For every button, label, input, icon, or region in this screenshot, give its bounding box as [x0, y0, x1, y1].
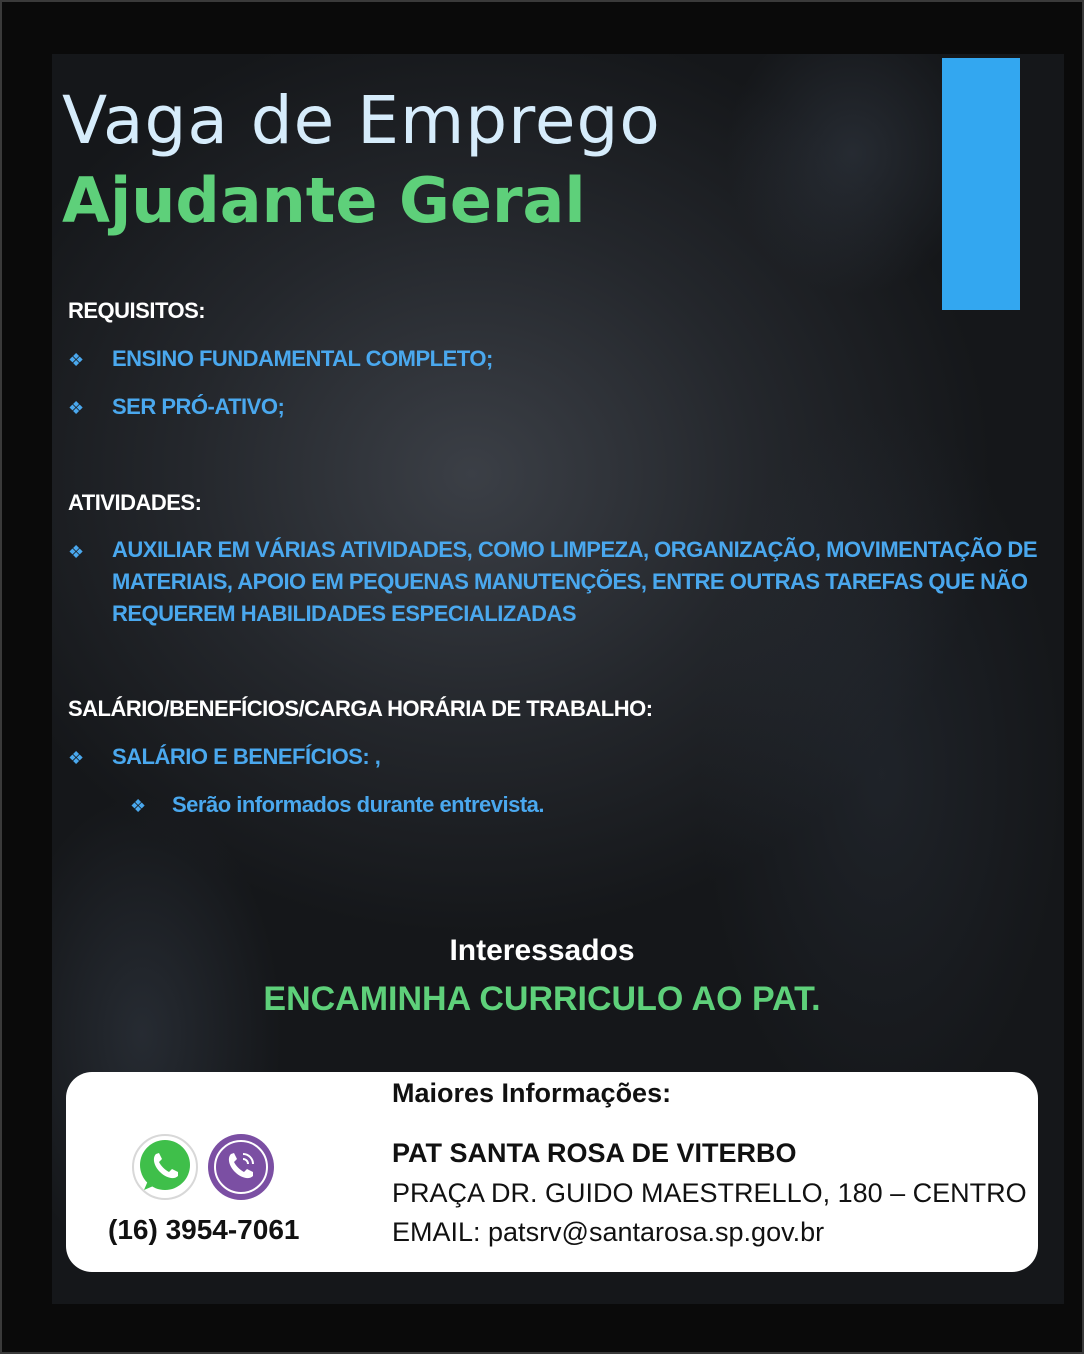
email: EMAIL: patsrv@santarosa.sp.gov.br: [392, 1217, 825, 1247]
atividade-item: AUXILIAR EM VÁRIAS ATIVIDADES, COMO LIMPEZA, ORGANIZAÇÃO, MOVIMENTAÇÃO DE MATERIAIS, APOIO EM PEQUENAS MANUTENÇÕES, ENTRE OUTRAS TAREFAS QUE NÃO REQUEREM HABILIDADES ESPECIALIZADAS: [112, 537, 1037, 626]
bullet-icon: ❖: [68, 542, 85, 562]
bullet-icon: ❖: [68, 398, 85, 418]
organization-name: PAT SANTA ROSA DE VITERBO: [392, 1138, 797, 1168]
address: PRAÇA DR. GUIDO MAESTRELLO, 180 – CENTRO: [392, 1178, 1027, 1208]
decorative-blue-bar: [942, 58, 1020, 310]
requisito-item: SER PRÓ-ATIVO;: [112, 394, 285, 419]
bullet-icon: ❖: [130, 796, 147, 816]
bullet-icon: ❖: [68, 748, 85, 768]
bullet-icon: ❖: [68, 350, 85, 370]
requisito-item: ENSINO FUNDAMENTAL COMPLETO;: [112, 346, 493, 371]
viber-icon: [206, 1132, 276, 1202]
atividades-heading: ATIVIDADES:: [68, 490, 202, 515]
cta-instruction: ENCAMINHA CURRICULO AO PAT.: [263, 980, 821, 1018]
job-poster: [52, 54, 1064, 1304]
cta-heading: Interessados: [449, 934, 635, 967]
salario-item: SALÁRIO E BENEFÍCIOS: ,: [112, 744, 381, 769]
salario-heading: SALÁRIO/BENEFÍCIOS/CARGA HORÁRIA DE TRABALHO:: [68, 696, 653, 721]
job-title: Ajudante Geral: [62, 164, 586, 237]
contact-card: [66, 1072, 1038, 1272]
requisitos-heading: REQUISITOS:: [68, 298, 206, 323]
info-title: Maiores Informações:: [392, 1078, 672, 1108]
poster-title: Vaga de Emprego: [62, 82, 661, 159]
phone-number: (16) 3954-7061: [108, 1214, 300, 1245]
whatsapp-icon: [130, 1132, 200, 1202]
salario-subitem: Serão informados durante entrevista.: [172, 792, 544, 817]
